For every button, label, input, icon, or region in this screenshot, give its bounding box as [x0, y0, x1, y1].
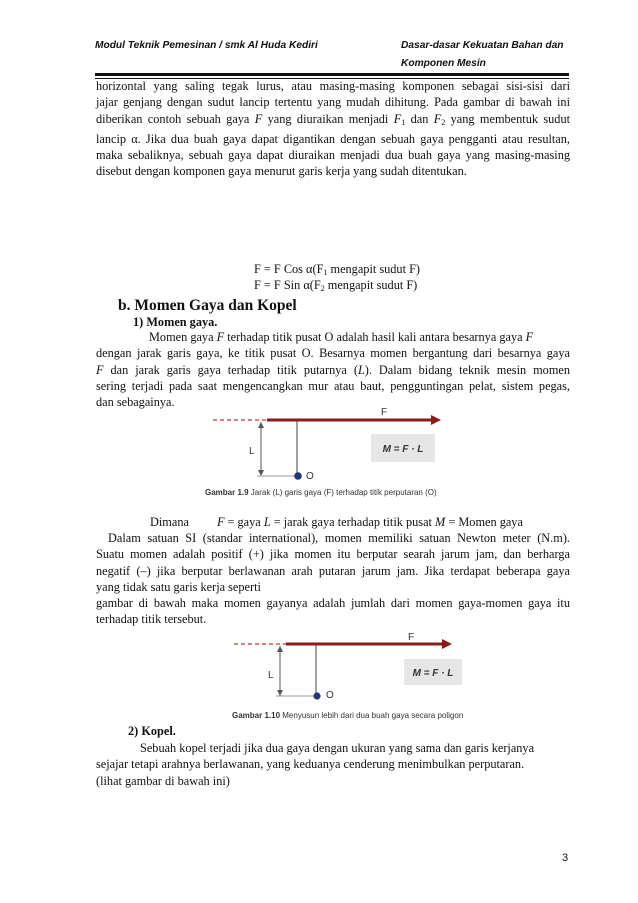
kopel-heading: 2) Kopel. [128, 724, 176, 738]
length-arrow-top [277, 646, 283, 652]
momen-line-4: sering terjadi pada saat mengencangkan mur atau baut, pengguntingan pelat, sistem pegas, [96, 378, 570, 393]
pivot-point-o [294, 472, 302, 480]
force-label: F [408, 632, 415, 643]
si-paragraph [96, 530, 570, 628]
kopel-line-2: sejajar tetapi arahnya berlawanan, yang keduanya cenderung menimbulkan perputaran. [96, 757, 525, 772]
intro-line-4: lancip α. Jika dua buah gaya dapat digantikan dengan sebuah gaya pengganti atau resultan, [96, 131, 570, 146]
force-arrowhead [442, 639, 452, 649]
pivot-point-o [313, 692, 320, 699]
length-arrow-bottom [258, 470, 264, 476]
momen-line-1: Momen gaya F terhadap titik pusat O adalah hasil kali antara besarnya gaya F [149, 330, 534, 344]
length-label: L [249, 446, 255, 457]
intro-line-3: diberikan contoh sebuah gaya F yang diuraikan menjadi $F_1$ dan $F_2$ yang membentuk sudut [96, 111, 571, 127]
figure-moment-1 [205, 402, 455, 486]
formula-box-text: M = F · L [382, 444, 424, 455]
momen-line-3: F dan jarak garis gaya terhadap titik putarnya (L). Dalam bidang teknik mesin momen [96, 362, 571, 377]
force-label: F [381, 407, 388, 418]
si-line-3: negatif (–) jika berputar berlawanan arah putaran jarum jam. Jika terdapat beberapa gaya [96, 563, 570, 578]
intro-line-1: horizontal yang saling tegak lurus, atau masing-masing komponen sebagai sisi-sisi dari [96, 79, 570, 93]
header-right-line2: Komponen Mesin [401, 58, 486, 69]
length-arrow-bottom [277, 690, 283, 696]
kopel-paragraph [96, 740, 570, 789]
si-line-2: Suatu momen adalah positif (+) jika momen itu berputar searah jarum jam, dan berharga [96, 547, 570, 562]
point-label: O [306, 471, 314, 482]
header-rule-thick [95, 73, 569, 76]
dimana-line: Dimana F = gaya L = jarak gaya terhadap titik pusat M = Momen gaya [150, 515, 523, 529]
momen-line-5: dan sebagainya. [96, 395, 175, 410]
si-line-6: terhadap titik tersebut. [96, 612, 207, 627]
intro-paragraph [96, 78, 570, 180]
kopel-line-3: (lihat gambar di bawah ini) [96, 773, 230, 788]
header-left: Modul Teknik Pemesinan / smk Al Huda Kediri [95, 40, 318, 51]
si-line-1: Dalam satuan SI (standar international), momen memiliki satuan Newton meter (N.m). [108, 531, 570, 545]
force-arrowhead [431, 415, 441, 425]
momen-line-2: dengan jarak garis gaya, ke titik pusat O. Besarnya momen bergantung dari besarnya gaya [96, 346, 570, 361]
figure-moment-2 [228, 628, 468, 710]
length-arrow-top [258, 422, 264, 428]
momen-heading: 1) Momen gaya. [133, 315, 218, 329]
momen-paragraph [96, 329, 570, 410]
page-number: 3 [562, 852, 569, 864]
formula-cos: F = F Cos $\alpha(F_1$ mengapit sudut F) [254, 262, 421, 277]
intro-line-5: maka sebaliknya, sebuah gaya dapat diuraikan menjadi dua buah gaya yang masing-masing [96, 148, 570, 163]
section-b-title: b. Momen Gaya dan Kopel [118, 297, 297, 314]
figure-1-caption: Gambar 1.9 Jarak (L) garis gaya (F) terhadap titik perputaran (O) [205, 488, 437, 497]
formula-sin: F = F Sin $\alpha(F_2$ mengapit sudut F) [254, 278, 418, 293]
si-line-4: yang tidak satu garis kerja seperti [96, 579, 261, 594]
figure-2-caption: Gambar 1.10 Menyusun lebih dari dua buah gaya secara poligon [232, 711, 464, 720]
intro-line-2: jajar genjang dengan sudut lancip tertentu yang mudah dihitung. Pada gambar di bawah ini [96, 95, 570, 110]
kopel-line-1: Sebuah kopel terjadi jika dua gaya dengan ukuran yang sama dan garis kerjanya [140, 741, 535, 755]
formula-box-text: M = F · L [412, 668, 454, 679]
length-label: L [268, 670, 274, 681]
intro-line-6: disebut dengan komponen gaya menurut garis kerja yang sudah ditentukan. [96, 164, 467, 179]
si-line-5: gambar di bawah maka momen gayanya adalah jumlah dari momen gaya-momen gaya itu [96, 596, 570, 611]
header-right-line1: Dasar-dasar Kekuatan Bahan dan [401, 40, 564, 51]
point-label: O [326, 690, 334, 701]
